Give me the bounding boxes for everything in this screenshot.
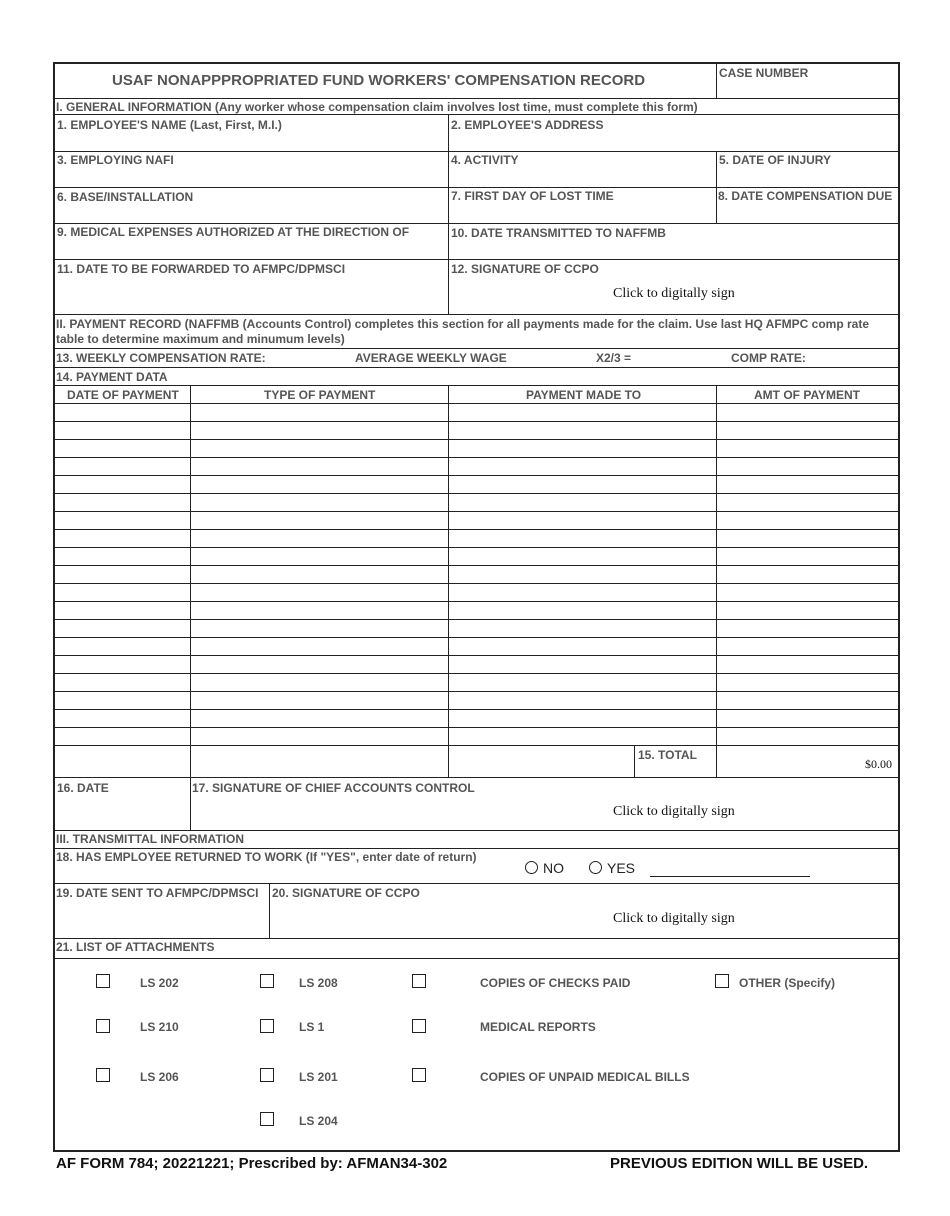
payment-cell-input[interactable]: [194, 423, 444, 437]
yes-label: YES: [607, 860, 636, 876]
checks-paid-label: COPIES OF CHECKS PAID: [480, 976, 631, 990]
date-forwarded-label: 11. DATE TO BE FORWARDED TO AFMPC/DPMSCI: [57, 262, 346, 276]
col-type-of-payment: TYPE OF PAYMENT: [264, 388, 376, 402]
payment-cell-input[interactable]: [194, 603, 444, 617]
col-payment-made-to: PAYMENT MADE TO: [526, 388, 642, 402]
date-of-injury-input[interactable]: [720, 169, 895, 184]
rule: [54, 114, 899, 115]
payment-row-rule: [54, 421, 899, 422]
chief-accounts-signature-label: 17. SIGNATURE OF CHIEF ACCOUNTS CONTROL: [192, 781, 475, 795]
rule: [54, 883, 899, 884]
ls201-label: LS 201: [299, 1070, 338, 1084]
payment-cell-input[interactable]: [58, 567, 186, 581]
payment-cell-input[interactable]: [58, 693, 186, 707]
rule: [54, 848, 899, 849]
rule: [54, 348, 899, 349]
payment-row-rule: [54, 619, 899, 620]
payment-cell-input[interactable]: [452, 657, 712, 671]
payment-cell-input[interactable]: [58, 441, 186, 455]
base-installation-input[interactable]: [58, 205, 444, 220]
employing-nafi-label: 3. EMPLOYING NAFI: [57, 153, 174, 167]
payment-cell-input[interactable]: [452, 549, 712, 563]
case-number-input[interactable]: [720, 80, 895, 96]
medical-expenses-input[interactable]: [58, 241, 444, 256]
rule: [448, 385, 449, 777]
payment-cell-input[interactable]: [194, 513, 444, 527]
payment-cell-input[interactable]: [58, 729, 186, 743]
payment-cell-input[interactable]: [194, 729, 444, 743]
chief-accounts-sign-button[interactable]: Click to digitally sign: [613, 804, 735, 819]
date-of-injury-label: 5. DATE OF INJURY: [719, 153, 832, 167]
ls208-label: LS 208: [299, 976, 338, 990]
payment-cell-input[interactable]: [194, 459, 444, 473]
payment-cell-input[interactable]: [194, 549, 444, 563]
checkbox-medical-reports[interactable]: [412, 1019, 426, 1033]
payment-cell-input[interactable]: [58, 531, 186, 545]
payment-cell-input[interactable]: [452, 495, 712, 509]
payment-cell-input[interactable]: [58, 657, 186, 671]
activity-input[interactable]: [452, 169, 712, 184]
rule: [54, 777, 899, 778]
payment-cell-input[interactable]: [452, 531, 712, 545]
section-2-heading-line1: II. PAYMENT RECORD (NAFFMB (Accounts Control) completes this section for all payments made for the claim. Use last HQ AFMPC comp rate: [56, 317, 870, 331]
rule: [54, 314, 899, 315]
payment-cell-input[interactable]: [720, 405, 895, 419]
payment-cell-input[interactable]: [720, 513, 895, 527]
payment-cell-input[interactable]: [194, 585, 444, 599]
payment-cell-input[interactable]: [452, 729, 712, 743]
payment-cell-input[interactable]: [452, 459, 712, 473]
payment-cell-input[interactable]: [58, 405, 186, 419]
rule: [54, 403, 899, 404]
payment-row-rule: [54, 709, 899, 710]
employing-nafi-input[interactable]: [58, 169, 444, 184]
checkbox-unpaid-bills[interactable]: [412, 1068, 426, 1082]
payment-cell-input[interactable]: [194, 711, 444, 725]
section-1-heading: I. GENERAL INFORMATION (Any worker whose compensation claim involves lost time, must complete this form): [56, 100, 698, 114]
section-3-heading: III. TRANSMITTAL INFORMATION: [56, 832, 244, 846]
ls206-label: LS 206: [140, 1070, 179, 1084]
radio-no[interactable]: [525, 861, 538, 874]
payment-row-rule: [54, 673, 899, 674]
ls202-label: LS 202: [140, 976, 179, 990]
payment-cell-input[interactable]: [720, 621, 895, 635]
payment-row-rule: [54, 475, 899, 476]
payment-row-rule: [54, 565, 899, 566]
section-2-heading-line2: table to determine maximum and minumum levels): [56, 332, 345, 346]
avg-weekly-wage-label: AVERAGE WEEKLY WAGE: [355, 351, 507, 365]
payment-cell-input[interactable]: [194, 567, 444, 581]
rule: [54, 830, 899, 831]
payment-row-rule: [54, 439, 899, 440]
case-number-label: CASE NUMBER: [719, 66, 809, 80]
payment-cell-input[interactable]: [194, 441, 444, 455]
payment-cell-input[interactable]: [452, 405, 712, 419]
footer-form-id: AF FORM 784; 20221221; Prescribed by: AFMAN34-302: [56, 1155, 448, 1172]
date-sent-label: 19. DATE SENT TO AFMPC/DPMSCI: [56, 886, 259, 900]
rule: [54, 958, 899, 959]
rule: [54, 938, 899, 939]
employee-address-input[interactable]: [452, 134, 894, 149]
ls1-label: LS 1: [299, 1020, 325, 1034]
payment-cell-input[interactable]: [58, 477, 186, 491]
checkbox-checks-paid[interactable]: [412, 974, 426, 988]
payment-cell-input[interactable]: [452, 513, 712, 527]
payment-cell-input[interactable]: [58, 675, 186, 689]
payment-row-rule: [54, 691, 899, 692]
payment-cell-input[interactable]: [194, 657, 444, 671]
payment-cell-input[interactable]: [452, 477, 712, 491]
payment-cell-input[interactable]: [452, 675, 712, 689]
col-date-of-payment: DATE OF PAYMENT: [67, 388, 179, 402]
rule: [54, 151, 899, 152]
weekly-comp-rate-label: 13. WEEKLY COMPENSATION RATE:: [56, 351, 266, 365]
rule: [190, 385, 191, 830]
payment-cell-input[interactable]: [452, 603, 712, 617]
payment-row-rule: [54, 529, 899, 530]
rule: [716, 151, 717, 223]
payment-row-rule: [54, 493, 899, 494]
rule: [716, 385, 717, 777]
checkbox-ls208[interactable]: [260, 974, 274, 988]
date-transmitted-input[interactable]: [452, 241, 894, 256]
comp-rate-label: COMP RATE:: [731, 351, 806, 365]
payment-cell-input[interactable]: [58, 603, 186, 617]
payment-cell-input[interactable]: [720, 567, 895, 581]
payment-cell-input[interactable]: [194, 675, 444, 689]
rule: [448, 114, 449, 314]
payment-cell-input[interactable]: [58, 549, 186, 563]
checkbox-ls1[interactable]: [260, 1019, 274, 1033]
checkbox-other[interactable]: [715, 974, 729, 988]
payment-cell-input[interactable]: [720, 693, 895, 707]
payment-cell-input[interactable]: [452, 693, 712, 707]
date-16-label: 16. DATE: [57, 781, 109, 795]
payment-row-rule: [54, 655, 899, 656]
payment-row-rule: [54, 547, 899, 548]
payment-cell-input[interactable]: [452, 567, 712, 581]
payment-cell-input[interactable]: [720, 549, 895, 563]
payment-cell-input[interactable]: [58, 621, 186, 635]
checkbox-ls202[interactable]: [96, 974, 110, 988]
payment-cell-input[interactable]: [194, 639, 444, 653]
payment-cell-input[interactable]: [58, 711, 186, 725]
attachments-label: 21. LIST OF ATTACHMENTS: [56, 940, 215, 954]
first-day-lost-time-label: 7. FIRST DAY OF LOST TIME: [451, 189, 614, 203]
activity-label: 4. ACTIVITY: [451, 153, 519, 167]
total-label: 15. TOTAL: [638, 748, 697, 762]
rule: [634, 745, 635, 777]
payment-row-rule: [54, 457, 899, 458]
date-16-input[interactable]: [58, 800, 186, 815]
payment-cell-input[interactable]: [720, 729, 895, 743]
ccpo-sign-button[interactable]: Click to digitally sign: [613, 286, 735, 301]
checkbox-ls201[interactable]: [260, 1068, 274, 1082]
returned-to-work-label: 18. HAS EMPLOYEE RETURNED TO WORK (If "YES", enter date of return): [56, 850, 477, 864]
payment-cell-input[interactable]: [720, 585, 895, 599]
payment-cell-input[interactable]: [720, 495, 895, 509]
form-title: USAF NONAPPPROPRIATED FUND WORKERS' COMPENSATION RECORD: [112, 72, 646, 89]
payment-row-rule: [54, 583, 899, 584]
employee-name-label: 1. EMPLOYEE'S NAME (Last, First, M.I.): [57, 118, 282, 132]
base-installation-label: 6. BASE/INSTALLATION: [57, 190, 194, 204]
rule: [54, 259, 899, 260]
col-amt-of-payment: AMT OF PAYMENT: [754, 388, 861, 402]
payment-cell-input[interactable]: [58, 639, 186, 653]
payment-cell-input[interactable]: [58, 495, 186, 509]
payment-cell-input[interactable]: [452, 585, 712, 599]
first-day-lost-time-input[interactable]: [452, 205, 712, 220]
payment-cell-input[interactable]: [194, 495, 444, 509]
payment-cell-input[interactable]: [720, 711, 895, 725]
payment-cell-input[interactable]: [720, 603, 895, 617]
payment-cell-input[interactable]: [58, 423, 186, 437]
checkbox-ls204[interactable]: [260, 1112, 274, 1126]
payment-cell-input[interactable]: [194, 621, 444, 635]
payment-cell-input[interactable]: [720, 477, 895, 491]
x23-label: X2/3 =: [596, 351, 632, 365]
payment-cell-input[interactable]: [720, 675, 895, 689]
payment-row-rule: [54, 745, 899, 746]
rule: [54, 367, 899, 368]
checkbox-ls210[interactable]: [96, 1019, 110, 1033]
payment-data-label: 14. PAYMENT DATA: [56, 370, 168, 384]
rule: [269, 883, 270, 938]
payment-cell-input[interactable]: [720, 639, 895, 653]
payment-cell-input[interactable]: [720, 657, 895, 671]
payment-cell-input[interactable]: [452, 711, 712, 725]
employee-name-input[interactable]: [58, 134, 444, 149]
rule: [54, 223, 899, 224]
payment-cell-input[interactable]: [452, 621, 712, 635]
date-transmitted-label: 10. DATE TRANSMITTED TO NAFFMB: [451, 226, 666, 240]
payment-row-rule: [54, 601, 899, 602]
payment-cell-input[interactable]: [58, 585, 186, 599]
payment-cell-input[interactable]: [452, 423, 712, 437]
ccpo-20-sign-button[interactable]: Click to digitally sign: [613, 911, 735, 926]
rule: [54, 187, 899, 188]
payment-cell-input[interactable]: [194, 477, 444, 491]
payment-cell-input[interactable]: [452, 441, 712, 455]
medical-expenses-label: 9. MEDICAL EXPENSES AUTHORIZED AT THE DIRECTION OF: [57, 225, 410, 239]
ccpo-signature-label: 12. SIGNATURE OF CCPO: [451, 262, 599, 276]
ccpo-signature-20-label: 20. SIGNATURE OF CCPO: [272, 886, 420, 900]
employee-address-label: 2. EMPLOYEE'S ADDRESS: [451, 118, 604, 132]
footer-edition-note: PREVIOUS EDITION WILL BE USED.: [610, 1155, 869, 1172]
payment-cell-input[interactable]: [58, 459, 186, 473]
payment-cell-input[interactable]: [452, 639, 712, 653]
rule: [54, 98, 899, 99]
payment-cell-input[interactable]: [194, 405, 444, 419]
date-sent-input[interactable]: [58, 908, 264, 923]
payment-cell-input[interactable]: [720, 441, 895, 455]
payment-cell-input[interactable]: [720, 459, 895, 473]
date-forwarded-input[interactable]: [58, 280, 444, 295]
payment-cell-input[interactable]: [720, 531, 895, 545]
rule: [716, 63, 717, 98]
other-label: OTHER (Specify): [739, 976, 836, 990]
date-compensation-due-input[interactable]: [720, 205, 895, 220]
payment-row-rule: [54, 511, 899, 512]
unpaid-bills-label: COPIES OF UNPAID MEDICAL BILLS: [480, 1070, 690, 1084]
payment-cell-input[interactable]: [58, 513, 186, 527]
ls210-label: LS 210: [140, 1020, 179, 1034]
medical-reports-label: MEDICAL REPORTS: [480, 1020, 596, 1034]
radio-yes[interactable]: [589, 861, 602, 874]
payment-cell-input[interactable]: [194, 693, 444, 707]
checkbox-ls206[interactable]: [96, 1068, 110, 1082]
date-compensation-due-label: 8. DATE COMPENSATION DUE: [718, 189, 893, 203]
payment-cell-input[interactable]: [194, 531, 444, 545]
no-label: NO: [543, 860, 564, 876]
payment-row-rule: [54, 727, 899, 728]
total-value: $0.00: [865, 757, 892, 771]
return-date-input[interactable]: [650, 861, 810, 877]
payment-row-rule: [54, 637, 899, 638]
ls204-label: LS 204: [299, 1114, 338, 1128]
rule: [54, 385, 899, 386]
payment-cell-input[interactable]: [720, 423, 895, 437]
